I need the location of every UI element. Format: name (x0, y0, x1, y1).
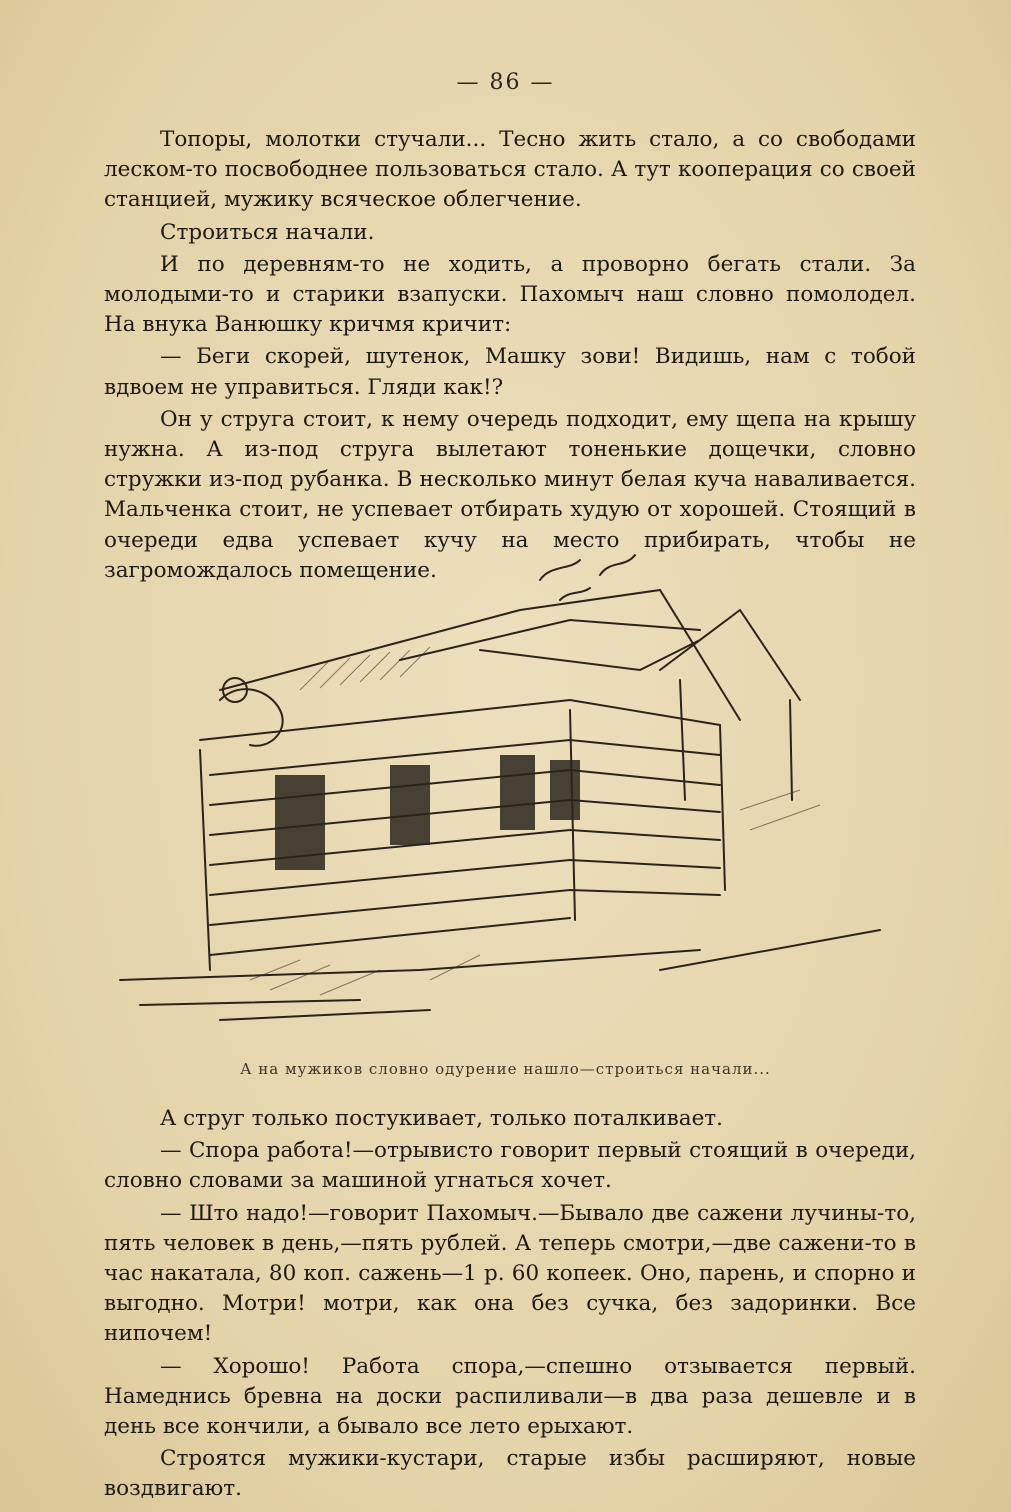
paragraph: — Што надо!—говорит Пахомыч.—Бывало две сажени лучины-то, пять человек в день,—пять рублей. А теперь смотри,—две сажени-то в час накатала, 80 коп. сажень—1 р. 60 копеек. Оно, парень, и спорно и выгодно. Мотри! мотри, как она без сучка, без задоринки. Все нипочем! (104, 1200, 916, 1347)
log-cabin-illustration (100, 550, 920, 1050)
paragraph: — Хорошо! Работа спора,—спешно отзывается первый. Намеднись бревна на доски распиливали—в два раза дешевле и в день все кончили, а бывало все лето ерыхают. (104, 1353, 916, 1440)
log-cabin-drawing (100, 550, 920, 1050)
top-text-block (104, 125, 916, 588)
paragraph: — Спора работа!—отрывисто говорит первый стоящий в очереди, словно словами за машиной угнаться хочет. (104, 1138, 916, 1194)
paragraph: А струг только постукивает, только поталкивает. (160, 1106, 724, 1131)
paragraph: — Беги скорей, шутенок, Машку зови! Видишь, нам с тобой вдвоем не управиться. Гляди как!? (104, 344, 916, 400)
paragraph: Он у струга стоит, к нему очередь подходит, ему щепа на крышу нужна. А из-под струга вылетают тоненькие дощечки, словно стружки из-под рубанка. В несколько минут белая куча наваливается. Мальченка стоит, не успевает отбирать худую от хорошей. Стоящий в очереди едва успевает кучу на место прибирать, чтобы не загромождалось помещение. (104, 406, 916, 583)
paragraph: И по деревням-то не ходить, а проворно бегать стали. За молодыми-то и старики взапуски. Пахомыч наш словно помолодел. На внука Ванюшку кричмя кричит: (104, 251, 916, 338)
page-number: — 86 — (456, 70, 555, 95)
paragraph: Топоры, молотки стучали... Тесно жить стало, а со свободами леском-то посвободнее пользоваться стало. А тут кооперация со своей станцией, мужику всяческое облегчение. (104, 127, 916, 213)
paragraph: Строятся мужики-кустари, старые избы расширяют, новые воздвигают. (104, 1446, 916, 1502)
paragraph: Строиться начали. (160, 219, 375, 245)
bottom-text-block (104, 1104, 916, 1507)
illustration-caption: А на мужиков словно одурение нашло—строиться начали... (240, 1060, 771, 1078)
